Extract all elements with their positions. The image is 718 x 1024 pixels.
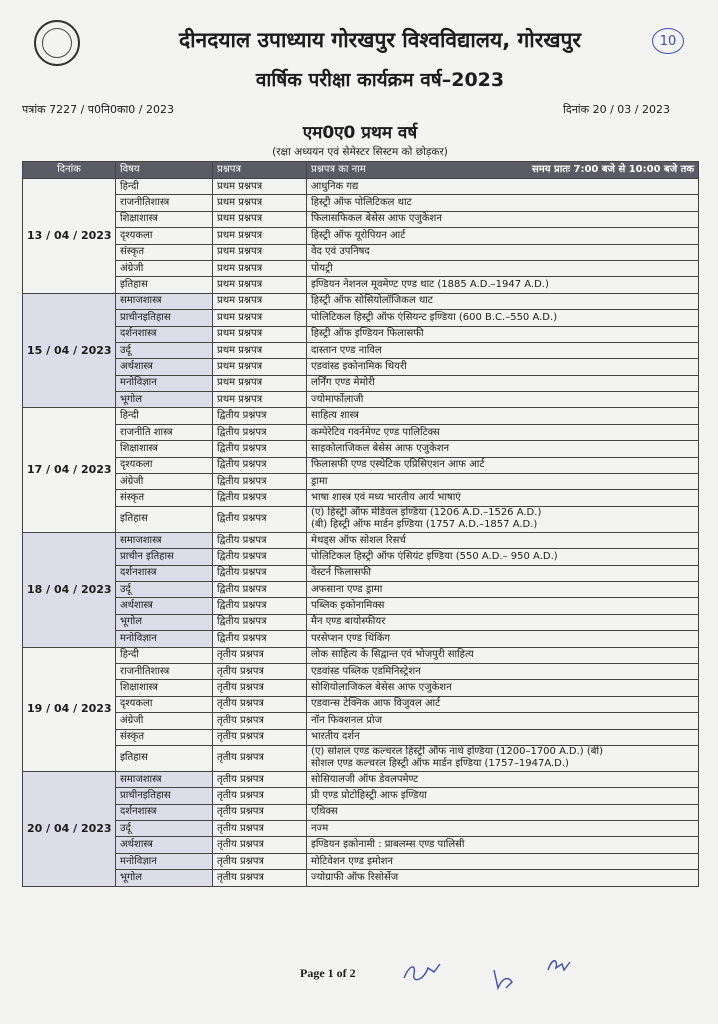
paper-name-line: एडवान्स टेक्निक आफ विजुवल आर्ट bbox=[311, 698, 441, 710]
paper-name-line: मोटिवेशन एण्ड इमोशन bbox=[311, 855, 393, 867]
subject-cell: प्राचीनइतिहास bbox=[116, 788, 213, 804]
paper-name-cell bbox=[307, 663, 699, 679]
header-paper-name-label: प्रश्नपत्र का नाम bbox=[311, 164, 366, 175]
paper-cell: तृतीय प्रश्नपत्र bbox=[213, 713, 307, 729]
paper-name-line: हिस्ट्री ऑफ यूरोपियन आर्ट bbox=[311, 229, 406, 241]
paper-name-cell bbox=[307, 441, 699, 457]
paper-name-line: सोसियालजी ऑफ डेवलपमेण्ट bbox=[311, 773, 419, 785]
subject-cell: इतिहास bbox=[116, 745, 213, 771]
table-row bbox=[23, 506, 699, 532]
subject-cell: हिन्दी bbox=[116, 647, 213, 663]
paper-name-cell bbox=[307, 277, 699, 293]
table-row bbox=[23, 837, 699, 853]
subject-cell: मनोविज्ञान bbox=[116, 631, 213, 647]
paper-name-cell bbox=[307, 506, 699, 532]
table-row bbox=[23, 195, 699, 211]
paper-cell: प्रथम प्रश्नपत्र bbox=[213, 179, 307, 195]
exam-date: 19 / 04 / 2023 bbox=[23, 647, 116, 771]
paper-cell: तृतीय प्रश्नपत्र bbox=[213, 853, 307, 869]
paper-cell: द्वितीय प्रश्नपत्र bbox=[213, 549, 307, 565]
paper-name-cell bbox=[307, 195, 699, 211]
paper-cell: तृतीय प्रश्नपत्र bbox=[213, 837, 307, 853]
table-row bbox=[23, 853, 699, 869]
paper-name-line: प्री एण्ड प्रोटोहिस्ट्री आफ इण्डिया bbox=[311, 789, 427, 801]
subject-cell: समाजशास्त्र bbox=[116, 532, 213, 548]
paper-name-line: मैन एण्ड बायोस्फीयर bbox=[311, 616, 386, 628]
paper-name-line: मेथड्स ऑफ सोशल रिसर्च bbox=[311, 534, 406, 546]
paper-name-line: एडवांस्ड पब्लिक एडमिनिस्ट्रेशन bbox=[311, 665, 421, 677]
table-row bbox=[23, 565, 699, 581]
table-row bbox=[23, 441, 699, 457]
signature-1 bbox=[400, 956, 450, 984]
paper-name-cell bbox=[307, 375, 699, 391]
paper-name-cell bbox=[307, 565, 699, 581]
subject-cell: समाजशास्त्र bbox=[116, 771, 213, 787]
paper-cell: प्रथम प्रश्नपत्र bbox=[213, 260, 307, 276]
table-row bbox=[23, 631, 699, 647]
subject-cell: संस्कृत bbox=[116, 729, 213, 745]
subject-cell: मनोविज्ञान bbox=[116, 375, 213, 391]
subject-cell: प्राचीन इतिहास bbox=[116, 549, 213, 565]
paper-name-line: वेस्टर्न फिलासफी bbox=[311, 567, 371, 579]
paper-cell: प्रथम प्रश्नपत्र bbox=[213, 326, 307, 342]
paper-name-cell bbox=[307, 474, 699, 490]
paper-name-line: साइकोलाजिकल बेसेस आफ एजुकेशन bbox=[311, 442, 450, 454]
table-row bbox=[23, 474, 699, 490]
paper-name-line: इण्डियन इकोनामी : प्राबलम्स एण्ड पालिसी bbox=[311, 839, 465, 851]
paper-cell: प्रथम प्रश्नपत्र bbox=[213, 195, 307, 211]
table-row bbox=[23, 729, 699, 745]
paper-name-line-2: (बी) हिस्ट्री ऑफ मार्डन इण्डिया (1757 A.D.–1857 A.D.) bbox=[311, 519, 538, 531]
paper-cell: द्वितीय प्रश्नपत्र bbox=[213, 490, 307, 506]
paper-name-cell bbox=[307, 647, 699, 663]
subject-cell: इतिहास bbox=[116, 506, 213, 532]
table-row bbox=[23, 457, 699, 473]
paper-name-line: पोलिटिकल हिस्ट्री ऑफ एंसियंट इण्डिया (550 A.D.– 950 A.D.) bbox=[311, 550, 558, 562]
paper-name-cell bbox=[307, 870, 699, 886]
paper-cell: तृतीय प्रश्नपत्र bbox=[213, 647, 307, 663]
paper-cell: द्वितीय प्रश्नपत्र bbox=[213, 532, 307, 548]
table-row bbox=[23, 375, 699, 391]
paper-cell: तृतीय प्रश्नपत्र bbox=[213, 745, 307, 771]
paper-name-line: पोलिटिकल हिस्ट्री ऑफ एंसियन्ट इण्डिया (600 B.C.–550 A.D.) bbox=[311, 311, 558, 323]
table-row bbox=[23, 549, 699, 565]
paper-name-line: एथिक्स bbox=[311, 806, 338, 818]
paper-name-cell bbox=[307, 211, 699, 227]
paper-cell: तृतीय प्रश्नपत्र bbox=[213, 804, 307, 820]
paper-name-cell bbox=[307, 532, 699, 548]
paper-cell: द्वितीय प्रश्नपत्र bbox=[213, 565, 307, 581]
paper-name-line: लर्निंग एण्ड मेमोरी bbox=[311, 377, 375, 389]
paper-name-cell bbox=[307, 244, 699, 260]
paper-name-line: फिलासफी एण्ड एस्थेटिक एप्रिसिएशन आफ आर्ट bbox=[311, 459, 485, 471]
paper-name-line: नॉन फिक्शनल प्रोज bbox=[311, 714, 383, 726]
paper-cell: प्रथम प्रश्नपत्र bbox=[213, 342, 307, 358]
paper-name-cell bbox=[307, 179, 699, 195]
paper-cell: द्वितीय प्रश्नपत्र bbox=[213, 408, 307, 424]
logo-inner-ring bbox=[42, 28, 72, 58]
paper-cell: तृतीय प्रश्नपत्र bbox=[213, 680, 307, 696]
subject-cell: अंग्रेजी bbox=[116, 713, 213, 729]
paper-cell: तृतीय प्रश्नपत्र bbox=[213, 696, 307, 712]
paper-cell: प्रथम प्रश्नपत्र bbox=[213, 277, 307, 293]
table-row bbox=[23, 424, 699, 440]
paper-cell: द्वितीय प्रश्नपत्र bbox=[213, 631, 307, 647]
paper-name-line: (ए) हिस्ट्री ऑफ मेडिवल इण्डिया (1206 A.D.–1526 A.D.) bbox=[311, 507, 542, 519]
table-row bbox=[23, 244, 699, 260]
paper-name-line: भारतीय दर्शन bbox=[311, 731, 360, 743]
paper-cell: तृतीय प्रश्नपत्र bbox=[213, 663, 307, 679]
table-row bbox=[23, 490, 699, 506]
schedule-body bbox=[23, 179, 699, 887]
subject-cell: भूगोल bbox=[116, 614, 213, 630]
paper-name-line: (ए) सोशल एण्ड कल्चरल हिस्ट्री ऑफ नार्थ इण्डिया (1200–1700 A.D.) (बी) bbox=[311, 746, 603, 758]
paper-name-cell bbox=[307, 804, 699, 820]
paper-cell: प्रथम प्रश्नपत्र bbox=[213, 228, 307, 244]
paper-name-cell bbox=[307, 408, 699, 424]
table-row bbox=[23, 680, 699, 696]
subject-cell: राजनीति शास्त्र bbox=[116, 424, 213, 440]
exam-date: 20 / 04 / 2023 bbox=[23, 771, 116, 886]
paper-name-cell bbox=[307, 392, 699, 408]
subject-cell: शिक्षाशास्त्र bbox=[116, 680, 213, 696]
subject-cell: दृश्यकला bbox=[116, 228, 213, 244]
subject-cell: अर्थशास्त्र bbox=[116, 598, 213, 614]
paper-name-line: ड्रामा bbox=[311, 475, 328, 487]
paper-cell: द्वितीय प्रश्नपत्र bbox=[213, 581, 307, 597]
subject-cell: हिन्दी bbox=[116, 408, 213, 424]
paper-cell: प्रथम प्रश्नपत्र bbox=[213, 244, 307, 260]
paper-name-cell bbox=[307, 310, 699, 326]
subject-cell: उर्दू bbox=[116, 342, 213, 358]
subject-cell: अर्थशास्त्र bbox=[116, 359, 213, 375]
subject-cell: उर्दू bbox=[116, 581, 213, 597]
exam-date: 18 / 04 / 2023 bbox=[23, 532, 116, 647]
paper-cell: द्वितीय प्रश्नपत्र bbox=[213, 441, 307, 457]
table-row bbox=[23, 804, 699, 820]
paper-name-cell bbox=[307, 713, 699, 729]
paper-name-line: हिस्ट्री ऑफ सोसियोलॉजिकल थाट bbox=[311, 295, 433, 307]
subject-cell: समाजशास्त्र bbox=[116, 293, 213, 309]
paper-name-cell bbox=[307, 696, 699, 712]
signature-3 bbox=[544, 954, 574, 976]
subject-cell: दर्शनशास्त्र bbox=[116, 565, 213, 581]
paper-name-cell bbox=[307, 293, 699, 309]
table-row bbox=[23, 310, 699, 326]
table-row bbox=[23, 745, 699, 771]
signature-2 bbox=[488, 964, 518, 994]
table-row bbox=[23, 342, 699, 358]
table-row bbox=[23, 581, 699, 597]
paper-name-cell bbox=[307, 581, 699, 597]
subject-cell: दृश्यकला bbox=[116, 696, 213, 712]
header-paper: प्रश्नपत्र bbox=[213, 162, 307, 179]
paper-cell: प्रथम प्रश्नपत्र bbox=[213, 310, 307, 326]
paper-name-cell bbox=[307, 424, 699, 440]
subject-cell: अंग्रेजी bbox=[116, 474, 213, 490]
subject-cell: हिन्दी bbox=[116, 179, 213, 195]
table-row bbox=[23, 228, 699, 244]
paper-name-cell bbox=[307, 228, 699, 244]
table-header-row bbox=[23, 162, 699, 179]
paper-cell: द्वितीय प्रश्नपत्र bbox=[213, 474, 307, 490]
paper-name-cell bbox=[307, 549, 699, 565]
paper-name-line: नज्म bbox=[311, 822, 329, 834]
paper-cell: तृतीय प्रश्नपत्र bbox=[213, 821, 307, 837]
table-row bbox=[23, 260, 699, 276]
paper-cell: द्वितीय प्रश्नपत्र bbox=[213, 506, 307, 532]
header-paper-name bbox=[307, 162, 699, 179]
paper-cell: प्रथम प्रश्नपत्र bbox=[213, 359, 307, 375]
table-row bbox=[23, 663, 699, 679]
paper-name-line: इण्डियन नेशनल मूवमेण्ट एण्ड थाट (1885 A.D.–1947 A.D.) bbox=[311, 279, 549, 291]
exam-date: 17 / 04 / 2023 bbox=[23, 408, 116, 532]
table-row bbox=[23, 408, 699, 424]
page-number: Page 1 of 2 bbox=[300, 966, 356, 980]
paper-name-cell bbox=[307, 745, 699, 771]
exam-schedule-table bbox=[22, 161, 699, 887]
paper-cell: द्वितीय प्रश्नपत्र bbox=[213, 457, 307, 473]
table-row bbox=[23, 788, 699, 804]
paper-name-line: दास्तान एण्ड नाविल bbox=[311, 344, 382, 356]
table-row bbox=[23, 293, 699, 309]
table-row bbox=[23, 598, 699, 614]
paper-name-line: ज्योग्राफी ऑफ रिसोर्सेज bbox=[311, 871, 399, 883]
table-row bbox=[23, 392, 699, 408]
table-row bbox=[23, 211, 699, 227]
subject-cell: दृश्यकला bbox=[116, 457, 213, 473]
paper-name-cell bbox=[307, 788, 699, 804]
paper-cell: प्रथम प्रश्नपत्र bbox=[213, 293, 307, 309]
exam-title: वार्षिक परीक्षा कार्यक्रम वर्ष–2023 bbox=[255, 69, 505, 91]
paper-cell: द्वितीय प्रश्नपत्र bbox=[213, 614, 307, 630]
paper-name-line: लोक साहित्य के सिद्वान्त एवं भोजपुरी साहित्य bbox=[311, 649, 474, 661]
paper-name-cell bbox=[307, 598, 699, 614]
header-date: दिनांक bbox=[23, 162, 116, 179]
subject-cell: अंग्रेजी bbox=[116, 260, 213, 276]
paper-cell: तृतीय प्रश्नपत्र bbox=[213, 729, 307, 745]
paper-name-cell bbox=[307, 729, 699, 745]
paper-name-line: भाषा शास्त्र एवं मध्य भारतीय आर्य भाषाएं bbox=[311, 492, 461, 504]
table-row bbox=[23, 647, 699, 663]
subject-cell: संस्कृत bbox=[116, 490, 213, 506]
table-row bbox=[23, 326, 699, 342]
paper-name-line: एडवांस्ड इकोनामिक थियरी bbox=[311, 360, 407, 372]
paper-name-line-2: सोशल एण्ड कल्चरल हिस्ट्री ऑफ मार्डन इण्डिया (1757–1947A.D.) bbox=[311, 758, 569, 770]
table-row bbox=[23, 179, 699, 195]
course-note: (रक्षा अध्ययन एवं सेमेस्टर सिस्टम को छोड़कर) bbox=[272, 146, 448, 158]
subject-cell: राजनीतिशास्त्र bbox=[116, 663, 213, 679]
subject-cell: दर्शनशास्त्र bbox=[116, 804, 213, 820]
subject-cell: शिक्षाशास्त्र bbox=[116, 211, 213, 227]
subject-cell: शिक्षाशास्त्र bbox=[116, 441, 213, 457]
table-row bbox=[23, 870, 699, 886]
paper-name-line: साहित्य शास्त्र bbox=[311, 410, 359, 422]
paper-name-line: पोयट्री bbox=[311, 262, 333, 274]
subject-cell: भूगोल bbox=[116, 870, 213, 886]
table-row bbox=[23, 771, 699, 787]
paper-name-line: हिस्ट्री ऑफ पोलिटिकल थाट bbox=[311, 197, 412, 209]
paper-cell: तृतीय प्रश्नपत्र bbox=[213, 771, 307, 787]
paper-name-line: वेद एवं उपनिषद bbox=[311, 246, 370, 258]
university-logo bbox=[34, 20, 80, 66]
subject-cell: उर्दू bbox=[116, 821, 213, 837]
paper-name-cell bbox=[307, 260, 699, 276]
paper-cell: द्वितीय प्रश्नपत्र bbox=[213, 598, 307, 614]
paper-cell: द्वितीय प्रश्नपत्र bbox=[213, 424, 307, 440]
page-mark: 10 bbox=[652, 28, 684, 54]
paper-name-line: हिस्ट्री ऑफ इण्डियन फिलासफी bbox=[311, 328, 424, 340]
paper-name-cell bbox=[307, 680, 699, 696]
issue-date: दिनांक 20 / 03 / 2023 bbox=[563, 103, 670, 116]
paper-name-cell bbox=[307, 326, 699, 342]
exam-date: 13 / 04 / 2023 bbox=[23, 179, 116, 294]
header-subject: विषय bbox=[116, 162, 213, 179]
table-row bbox=[23, 277, 699, 293]
paper-cell: प्रथम प्रश्नपत्र bbox=[213, 211, 307, 227]
paper-name-line: पब्लिक इकोनामिक्स bbox=[311, 600, 385, 612]
exam-date: 15 / 04 / 2023 bbox=[23, 293, 116, 408]
subject-cell: मनोविज्ञान bbox=[116, 853, 213, 869]
paper-name-cell bbox=[307, 837, 699, 853]
paper-name-line: ज्योमार्फोलाजी bbox=[311, 393, 364, 405]
table-row bbox=[23, 532, 699, 548]
reference-number: पत्रांक 7227 / प0नि0का0 / 2023 bbox=[22, 103, 174, 116]
paper-name-cell bbox=[307, 614, 699, 630]
paper-name-line: फिलासफिकल बेसेस आफ एजुकेशन bbox=[311, 213, 442, 225]
subject-cell: दर्शनशास्त्र bbox=[116, 326, 213, 342]
paper-name-line: कम्पेरेटिव गवर्नमेण्ट एण्ड पालिटिक्स bbox=[311, 426, 440, 438]
paper-name-cell bbox=[307, 631, 699, 647]
subject-cell: इतिहास bbox=[116, 277, 213, 293]
paper-cell: प्रथम प्रश्नपत्र bbox=[213, 392, 307, 408]
paper-name-cell bbox=[307, 821, 699, 837]
paper-name-cell bbox=[307, 771, 699, 787]
subject-cell: भूगोल bbox=[116, 392, 213, 408]
paper-name-line: परसेप्शन एण्ड थिंकिंग bbox=[311, 632, 391, 644]
paper-cell: प्रथम प्रश्नपत्र bbox=[213, 375, 307, 391]
table-row bbox=[23, 821, 699, 837]
paper-name-cell bbox=[307, 490, 699, 506]
paper-name-cell bbox=[307, 853, 699, 869]
paper-cell: तृतीय प्रश्नपत्र bbox=[213, 870, 307, 886]
paper-name-cell bbox=[307, 359, 699, 375]
header-time: समय प्रातः 7:00 बजे से 10:00 बजे तक bbox=[531, 164, 694, 175]
paper-name-line: आधुनिक गद्य bbox=[311, 180, 359, 192]
table-row bbox=[23, 614, 699, 630]
table-row bbox=[23, 696, 699, 712]
subject-cell: राजनीतिशास्त्र bbox=[116, 195, 213, 211]
paper-name-line: सोशियोलाजिकल बेसेस आफ एजुकेशन bbox=[311, 682, 452, 694]
table-row bbox=[23, 359, 699, 375]
university-name: दीनदयाल उपाध्याय गोरखपुर विश्वविद्यालय, गोरखपुर bbox=[178, 28, 582, 52]
paper-cell: तृतीय प्रश्नपत्र bbox=[213, 788, 307, 804]
paper-name-cell bbox=[307, 342, 699, 358]
paper-name-line: अफसाना एण्ड ड्रामा bbox=[311, 583, 383, 595]
subject-cell: प्राचीनइतिहास bbox=[116, 310, 213, 326]
course-title: एम0ए0 प्रथम वर्ष bbox=[302, 123, 418, 143]
subject-cell: अर्थशास्त्र bbox=[116, 837, 213, 853]
subject-cell: संस्कृत bbox=[116, 244, 213, 260]
table-row bbox=[23, 713, 699, 729]
paper-name-cell bbox=[307, 457, 699, 473]
